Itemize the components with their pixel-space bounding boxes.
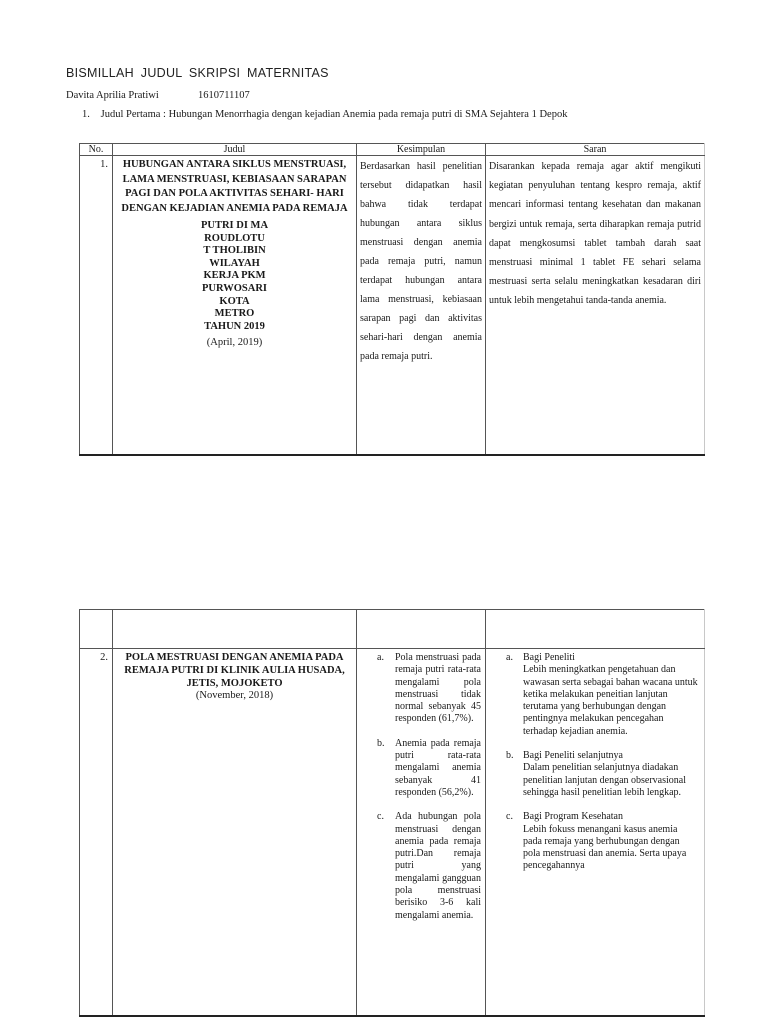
table-empty-row <box>80 610 705 649</box>
judul-subtitle-line: METRO <box>214 308 255 320</box>
empty-cell <box>113 610 357 649</box>
judul-subtitle <box>113 220 356 333</box>
list-text: Lebih fokuss menangani kasus anemia pada remaja yang berhubungan dengan pola menstruasi dan anemia. Serta upaya pencegahannya <box>523 823 687 872</box>
document-title: BISMILLAH JUDUL SKRIPSI MATERNITAS <box>66 66 329 80</box>
list-text: Anemia pada remaja putri rata-rata mengalami anemia sebanyak 41 responden (56,2%). <box>395 737 481 798</box>
list-item <box>357 811 485 922</box>
list-marker: a. <box>506 652 513 663</box>
judul-cell <box>113 649 357 1016</box>
table-row <box>80 156 705 455</box>
kesimpulan-text: Berdasarkan hasil penelitian tersebut didapatkan hasil bahwa tidak terdapat hubungan antara siklus menstruasi dengan anemia pada remaja putri, namun terdapat hubungan antara lama menstruasi, kebiasaan sarapan pagi dan aktivitas sehari-hari dengan anemia pada remaja putri. <box>360 161 482 362</box>
header-kesimpulan: Kesimpulan <box>357 144 486 156</box>
thesis-table-page-1 <box>79 143 705 456</box>
judul-date: (April, 2019) <box>206 337 263 349</box>
list-heading: Bagi Peneliti selanjutnya <box>523 750 623 762</box>
judul-subtitle-line: TAHUN 2019 <box>204 320 265 332</box>
row-number: 1. <box>80 156 113 455</box>
thesis-table-page-2 <box>79 609 705 1017</box>
row-number: 2. <box>80 649 113 1016</box>
list-marker: a. <box>377 652 384 663</box>
list-item <box>357 652 485 726</box>
list-marker: b. <box>377 737 385 749</box>
table-header-row <box>80 144 705 156</box>
judul-date: (November, 2018) <box>195 690 274 701</box>
first-title-number: 1. <box>82 109 90 120</box>
student-id: 1610711107 <box>198 90 250 101</box>
saran-list <box>486 649 704 873</box>
header-no: No. <box>80 144 113 156</box>
judul-subtitle-line: PUTRI DI MA <box>200 220 269 231</box>
empty-cell <box>486 610 705 649</box>
list-heading: Bagi Peneliti <box>523 652 575 663</box>
kesimpulan-cell <box>357 156 486 455</box>
empty-cell <box>357 610 486 649</box>
first-title-text: Judul Pertama : Hubungan Menorrhagia dengan kejadian Anemia pada remaja putri di SMA Sejahtera 1 Depok <box>100 109 568 120</box>
list-item <box>486 811 704 872</box>
saran-text: Disarankan kepada remaja agar aktif mengikuti kegiatan penyuluhan tentang kespro remaja, aktif mencari informasi tentang kesehatan dan makanan bergizi untuk remaja, serta diharapkan remaja putrid dapat mengkosumsi tablet tambah darah saat menstruasi minimal 1 tablet FE sehari selama mestruasi serta selalu meningkatkan kesadaran diri untuk lebih mengetahui tanda-tanda anemia. <box>489 161 701 307</box>
list-text: Lebih meningkatkan pengetahuan dan wawasan serta sebagai bahan wacana untuk ketika melakukan peneitian lanjutan terutama yang berhubungan dengan pentingnya melakukan pencegahan terhadap kejadian anemia. <box>523 664 698 737</box>
list-item <box>357 738 485 799</box>
judul-subtitle-line: PURWOSARI <box>202 282 267 294</box>
judul-subtitle-line: KERJA PKM <box>203 270 266 282</box>
first-title-line <box>82 109 567 120</box>
judul-cell <box>113 156 357 455</box>
judul-subtitle-line: WILAYAH <box>209 257 260 269</box>
list-marker: c. <box>506 811 513 823</box>
table-row <box>80 649 705 1016</box>
list-text: Pola menstruasi pada remaja putri rata-rata mengalami pola menstruasi tidak normal sebanyak 45 responden (61,7%). <box>395 652 481 725</box>
list-item <box>486 652 704 738</box>
list-heading: Bagi Program Kesehatan <box>523 811 623 823</box>
kesimpulan-cell <box>357 649 486 1016</box>
kesimpulan-list <box>357 649 485 922</box>
saran-cell <box>486 649 705 1016</box>
author-name: Davita Aprilia Pratiwi <box>66 90 159 101</box>
judul-title: HUBUNGAN ANTARA SIKLUS MENSTRUASI, LAMA MENSTRUASI, KEBIASAAN SARAPAN PAGI DAN POLA AKTIVITAS SEHARI- HARI DENGAN KEJADIAN ANEMIA PADA REMAJA <box>121 159 348 214</box>
judul-subtitle-line: T THOLIBIN <box>203 245 266 257</box>
list-marker: c. <box>377 811 384 823</box>
header-judul: Judul <box>113 144 357 156</box>
judul-title: POLA MESTRUASI DENGAN ANEMIA PADA REMAJA PUTRI DI KLINIK AULIA HUSADA, JETIS, MOJOKETO <box>124 652 345 689</box>
list-text: Ada hubungan pola menstruasi dengan anemia pada remaja putri.Dan remaja putri yang mengalami gangguan pola menstruasi berisiko 3-6 kali mengalami anemia. <box>395 811 481 921</box>
judul-subtitle-line: ROUDLOTU <box>204 232 265 244</box>
list-item <box>486 750 704 799</box>
header-saran: Saran <box>486 144 705 156</box>
judul-subtitle-line: KOTA <box>219 295 250 307</box>
saran-cell <box>486 156 705 455</box>
empty-cell <box>80 610 113 649</box>
list-text: Dalam penelitian selanjutnya diadakan penelitian lanjutan dengan observasional sehingga hasil penelitian lebih lengkap. <box>523 762 687 798</box>
list-marker: b. <box>506 750 514 762</box>
